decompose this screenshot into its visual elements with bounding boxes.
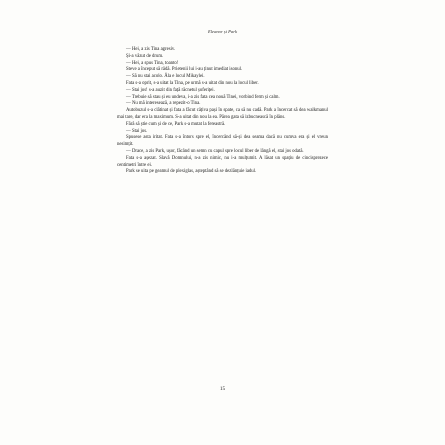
paragraph: Steve a început să râdă. Prietenii lui i-au ținut imediat isonul.: [126, 67, 243, 73]
paragraph: — Trebuie să stau și eu undeva, i-a zis fata cea nouă Tinei, vorbind ferm și calm.: [126, 94, 280, 100]
paragraph: — Să nu stai acolo. Ăla e locul Mikaylei.: [126, 74, 205, 80]
paragraph: Spusese asta iritat. Fata s-a întors spre el, încercând să-și dea seama dacă nu cumva era și el vreun nesimțit.: [117, 135, 328, 148]
paragraph: Fata s-a așezat. Slavă Domnului, n-a zis nimic, nu i-a mulțumit. A lăsat un spațiu de cincisprezece centimetri între ei.: [117, 155, 328, 168]
paragraph: Fără să știe cum și de ce, Park s-a mutat la fereastră.: [126, 121, 226, 127]
paragraph: Autobuzul s-a clătinat și fata a făcut câțiva pași în spate, ca să nu cadă. Park a încercat să dea walkmanul mai tare, dar era la maximum. S-a uitat din nou la ea. Părea gata să izbucnească în plâns.: [117, 108, 328, 120]
paragraph: Și-a văzut de drum.: [126, 53, 164, 59]
paragraph: — Hei, a spus Tina, toanto!: [126, 60, 179, 66]
paragraph: — Drace, a zis Park, ușor, făcând un semn cu capul spre locul liber de lângă el, stai jos odată.: [126, 148, 304, 154]
body-text: [117, 47, 328, 176]
paragraph: — Hei, a zis Tina agresiv.: [126, 47, 176, 52]
paragraph: — Nu mă interesează, a repezit-o Tina.: [126, 101, 201, 107]
paragraph: Park se uita pe geamul de plexiglas, așteptând să se dezlănțuie iadul.: [126, 169, 257, 175]
running-header: Eleanor și Park: [207, 29, 238, 34]
page-number: 15: [219, 386, 226, 392]
paragraph: Fata s-a oprit, s-a uitat la Tina, pe urmă s-a uitat din nou la locul liber.: [126, 80, 259, 86]
paragraph: — Stai jos.: [126, 128, 148, 134]
paragraph: — Stai jos! s-a auzit din față răcnetul șoferiței.: [126, 87, 215, 93]
